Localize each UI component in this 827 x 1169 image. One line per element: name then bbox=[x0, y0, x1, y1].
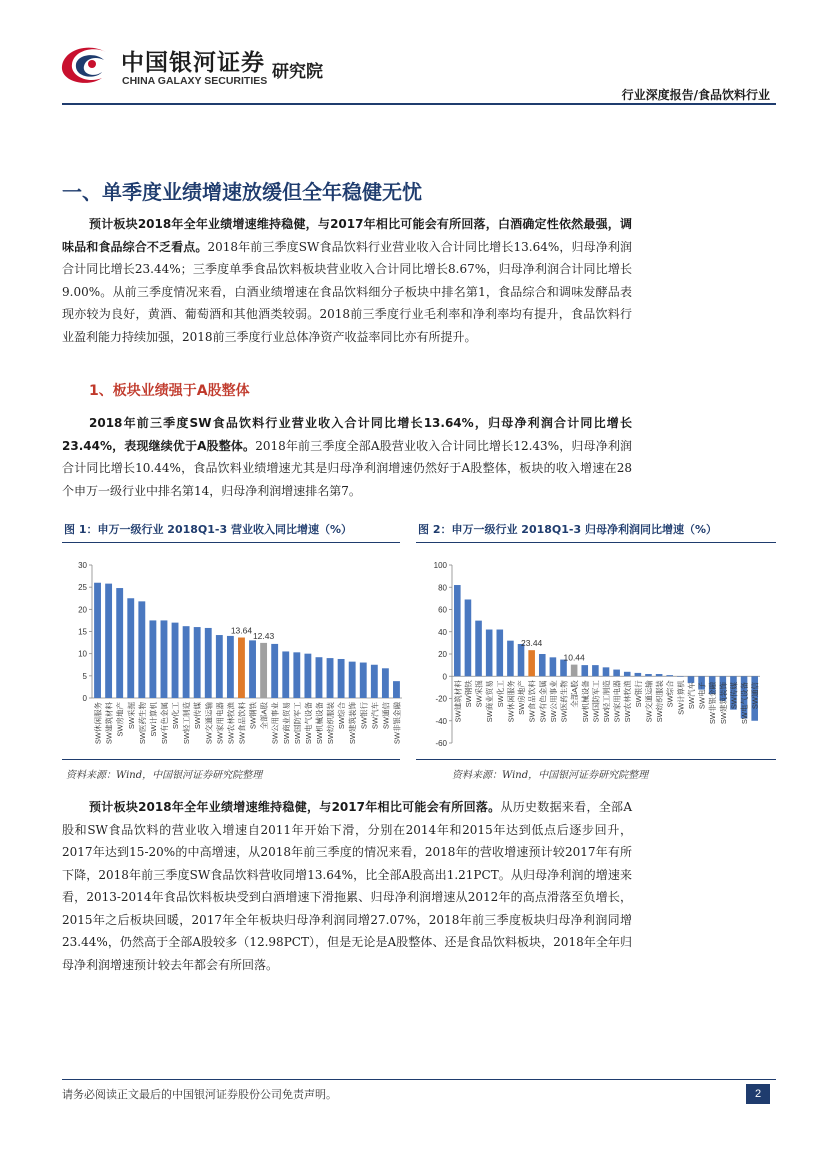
x-tick-label: SW交通运输 bbox=[204, 702, 214, 745]
y-tick-label: -60 bbox=[435, 739, 447, 748]
y-tick-label: 10 bbox=[78, 649, 87, 659]
x-tick-label: SW综合 bbox=[665, 680, 675, 708]
x-tick-label: SW公用事业 bbox=[548, 680, 558, 723]
report-type: 行业深度报告/食品饮料行业 bbox=[621, 88, 770, 102]
x-tick-label: SW公用事业 bbox=[270, 702, 280, 745]
bar-SW通信 bbox=[382, 668, 389, 698]
x-tick-label: SW银行 bbox=[359, 702, 369, 730]
brand-name-en: CHINA GALAXY SECURITIES bbox=[122, 75, 268, 87]
subsection-heading: 1、板块业绩强于A股整体 bbox=[89, 383, 250, 399]
x-tick-label: SW钢铁 bbox=[463, 680, 473, 708]
x-tick-label: SW计算机 bbox=[148, 702, 158, 737]
x-tick-label: SW国防军工 bbox=[292, 702, 302, 745]
bar-SW交通运输 bbox=[205, 628, 212, 698]
x-tick-label: SW医药生物 bbox=[137, 702, 147, 745]
data-label: 10.44 bbox=[563, 652, 585, 663]
x-tick-label: SW建筑材料 bbox=[453, 680, 463, 723]
bar-SW轻工制造 bbox=[183, 626, 190, 698]
y-tick-label: 40 bbox=[438, 627, 447, 637]
paragraph-1-lead: 预计板块2018年全年业绩增速维持稳健，与2017年相比可能会有所回落，白酒确定性依然最强，调味品和食品综合不乏看点。 bbox=[62, 217, 632, 254]
bar-SW机械设备 bbox=[316, 657, 323, 698]
figure-2-top-rule bbox=[416, 542, 776, 543]
bar-SW商业贸易 bbox=[282, 651, 289, 698]
y-tick-label: -20 bbox=[435, 694, 447, 704]
bar-SW钢铁 bbox=[249, 640, 256, 698]
bar-SW家用电器 bbox=[613, 670, 620, 677]
bar-SW公用事业 bbox=[550, 657, 557, 676]
x-tick-label: SW农林牧渔 bbox=[623, 680, 633, 723]
brand-name-cn: 中国银河证券 bbox=[121, 50, 265, 76]
bar-SW综合 bbox=[338, 659, 345, 698]
x-tick-label: SW建筑装饰 bbox=[718, 682, 728, 725]
y-tick-label: 20 bbox=[438, 650, 447, 659]
header-divider bbox=[62, 103, 776, 105]
bar-SW采掘 bbox=[127, 598, 134, 698]
bar-SW食品饮料 bbox=[528, 650, 535, 676]
x-tick-label: SW医药生物 bbox=[559, 680, 569, 723]
x-tick-label: SW电子 bbox=[697, 682, 707, 710]
x-tick-label: 全部A股 bbox=[570, 680, 580, 708]
bar-SW非银金融 bbox=[393, 681, 400, 698]
x-tick-label: SW纺织服装 bbox=[655, 680, 665, 723]
bar-SW纺织服装 bbox=[656, 674, 663, 676]
x-tick-label: SW采掘 bbox=[474, 680, 484, 708]
figure-1-chart bbox=[62, 548, 402, 758]
x-tick-label: SW房地产 bbox=[115, 702, 125, 737]
bar-SW休闲服务 bbox=[507, 641, 514, 677]
bar-SW有色金属 bbox=[161, 620, 168, 698]
x-tick-label: SW电气设备 bbox=[303, 702, 313, 745]
x-tick-label: SW轻工制造 bbox=[182, 702, 192, 745]
y-tick-label: 80 bbox=[438, 583, 447, 593]
x-tick-label: SW建筑材料 bbox=[104, 702, 114, 745]
x-tick-label: SW国防军工 bbox=[591, 680, 601, 723]
bar-SW医药生物 bbox=[138, 601, 145, 698]
x-tick-label: SW商业贸易 bbox=[485, 680, 495, 723]
x-tick-label: SW建筑装饰 bbox=[348, 702, 358, 745]
x-tick-label: SW钢铁 bbox=[248, 702, 258, 730]
y-tick-label: 15 bbox=[78, 627, 87, 637]
x-tick-label: SW商业贸易 bbox=[281, 702, 291, 745]
bar-SW有色金属 bbox=[539, 654, 546, 676]
bar-SW建筑材料 bbox=[105, 584, 112, 698]
y-tick-label: 100 bbox=[433, 561, 447, 570]
paragraph-1-body: 2018年前三季度SW食品饮料行业营业收入合计同比增长13.64%，归母净利润合计同比增长23.44%；三季度单季食品饮料板块营业收入合计同比增长8.67%，归母净利润合计同比增长9.00%。从前三季度情况来看，白酒业绩增速在食品饮料细分子板块中排名第1，食品综合和调味发酵品表现亦较为良好，黄酒、葡萄酒和其他酒类较弱。2018前三季度行业毛利率和净利率均有提升，食品饮料行业盈利能力持续加强，2018前三季度行业总体净资产收益率同比亦有所提升。 bbox=[62, 239, 632, 344]
bar-SW商业贸易 bbox=[486, 630, 493, 677]
figure-1-source: 资料来源：Wind，中国银河证券研究院整理 bbox=[66, 770, 263, 781]
x-tick-label: SW机械设备 bbox=[314, 702, 324, 745]
paragraph-3-lead: 预计板块2018年全年业绩增速维持稳健，与2017年相比可能会有所回落。 bbox=[89, 800, 501, 814]
y-tick-label: 5 bbox=[82, 671, 87, 681]
x-tick-label: SW传媒 bbox=[193, 702, 203, 730]
figure-2-chart bbox=[416, 548, 776, 758]
x-tick-label: SW化工 bbox=[171, 702, 181, 730]
bar-SW化工 bbox=[497, 630, 504, 677]
paragraph-3 bbox=[62, 796, 632, 976]
data-label: 12.43 bbox=[252, 630, 275, 641]
bar-SW家用电器 bbox=[216, 635, 223, 698]
bar-SW采掘 bbox=[475, 621, 482, 677]
figure-2-title: 图 2：申万一级行业 2018Q1-3 归母净利润同比增速（%） bbox=[418, 523, 718, 536]
x-tick-label: SW综合 bbox=[337, 702, 347, 730]
paragraph-1 bbox=[62, 213, 632, 348]
x-tick-label: SW休闲服务 bbox=[93, 702, 103, 745]
x-tick-label: SW交通运输 bbox=[644, 680, 654, 723]
bar-SW食品饮料 bbox=[238, 638, 245, 698]
bar-SW汽车 bbox=[688, 676, 695, 683]
bar-SW机械设备 bbox=[581, 665, 588, 676]
x-tick-label: SW采掘 bbox=[126, 702, 136, 730]
x-tick-label: SW计算机 bbox=[676, 680, 686, 715]
paragraph-2-body: 2018年前三季度全部A股营业收入合计同比增长12.43%，归母净利润合计同比增长10.44%，食品饮料业绩增速尤其是归母净利润增速仍然好于A股整体，板块的收入增速在28个申万一级行业中排名第14，归母净利润增速排名第7。 bbox=[62, 438, 632, 498]
bar-SW公用事业 bbox=[271, 644, 278, 698]
bar-SW休闲服务 bbox=[94, 583, 101, 698]
bar-SW房地产 bbox=[116, 588, 123, 698]
bar-SW计算机 bbox=[677, 676, 684, 677]
bar-SW银行 bbox=[635, 673, 642, 676]
x-tick-label: SW有色金属 bbox=[538, 680, 548, 723]
x-tick-label: SW传媒 bbox=[729, 682, 739, 710]
y-tick-label: 0 bbox=[442, 672, 447, 682]
bar-SW汽车 bbox=[371, 665, 378, 698]
bar-SW纺织服装 bbox=[327, 658, 334, 698]
x-tick-label: 全部A股 bbox=[259, 702, 269, 730]
bar-SW银行 bbox=[360, 663, 367, 698]
bar-SW交通运输 bbox=[645, 674, 652, 676]
x-tick-label: SW汽车 bbox=[370, 702, 380, 730]
figure-1-top-rule bbox=[62, 542, 400, 543]
x-tick-label: SW汽车 bbox=[686, 682, 696, 710]
bar-SW计算机 bbox=[149, 620, 156, 698]
page-number: 2 bbox=[746, 1084, 770, 1104]
y-tick-label: 20 bbox=[78, 605, 87, 615]
x-tick-label: SW通信 bbox=[750, 682, 760, 710]
bar-SW国防军工 bbox=[592, 665, 599, 676]
paragraph-3-body: 从历史数据来看，全部A股和SW食品饮料的营业收入增速自2011年开始下滑，分别在2014年和2015年达到低点后逐步回升，2017年达到15-20%的中高增速，从2018年前三季度的情况来看，2018年的营收增速预计较2017年有所下降，2018年前三季度SW食品饮料营收同增13.64%，比全部A股高出1.21PCT。从归母净利润的增速来看，2013-2014年食品饮料板块受到白酒增速下滑拖累、归母净利润增速从2012年的高点滑落至负增长，2015年之后板块回暖，2017年全年板块归母净利润同增27.07%，2018年前三季度板块归母净利润同增23.44%，仍然高于全部A股较多（12.98PCT），但是无论是A股整体、还是食品饮料板块，2018年全年归母净利润增速预计较去年都会有所回落。 bbox=[62, 800, 632, 972]
figure-1-title: 图 1：申万一级行业 2018Q1-3 营业收入同比增速（%） bbox=[64, 523, 353, 536]
bar-SW化工 bbox=[172, 623, 179, 698]
footer-divider bbox=[62, 1079, 776, 1080]
x-tick-label: SW化工 bbox=[495, 680, 505, 708]
bar-SW国防军工 bbox=[293, 652, 300, 698]
x-tick-label: SW食品饮料 bbox=[527, 680, 537, 723]
galaxy-logo-icon bbox=[58, 40, 114, 88]
x-tick-label: SW非银金融 bbox=[392, 702, 402, 745]
bar-SW房地产 bbox=[518, 644, 525, 676]
x-tick-label: SW机械设备 bbox=[580, 680, 590, 723]
bar-SW传媒 bbox=[194, 627, 201, 698]
data-label: 23.44 bbox=[521, 638, 543, 649]
paragraph-2 bbox=[62, 412, 632, 502]
bar-SW农林牧渔 bbox=[227, 636, 234, 698]
y-tick-label: 25 bbox=[78, 583, 87, 593]
x-tick-label: SW休闲服务 bbox=[506, 680, 516, 723]
bar-SW农林牧渔 bbox=[624, 672, 631, 676]
x-tick-label: SW农林牧渔 bbox=[226, 702, 236, 745]
footer-disclaimer: 请务必阅读正文最后的中国银河证券股份公司免责声明。 bbox=[62, 1088, 337, 1101]
bar-SW建筑材料 bbox=[454, 585, 461, 676]
x-tick-label: SW非银金融 bbox=[708, 682, 718, 725]
x-tick-label: SW有色金属 bbox=[159, 702, 169, 745]
paragraph-2-lead: 2018年前三季度SW食品饮料行业营业收入合计同比增长13.64%，归母净利润合计同比增长23.44%，表现继续优于A股整体。 bbox=[62, 416, 632, 453]
bar-SW钢铁 bbox=[465, 599, 472, 676]
x-tick-label: SW电气设备 bbox=[740, 682, 750, 725]
y-tick-label: 0 bbox=[82, 694, 87, 703]
data-label: 13.64 bbox=[230, 625, 253, 636]
bar-SW轻工制造 bbox=[603, 667, 610, 676]
bar-SW电气设备 bbox=[304, 654, 311, 698]
y-tick-label: 30 bbox=[78, 561, 87, 570]
x-tick-label: SW家用电器 bbox=[215, 702, 225, 745]
bar-全部A股 bbox=[571, 665, 578, 677]
x-tick-label: SW通信 bbox=[381, 702, 391, 730]
figure-2-source: 资料来源：Wind，中国银河证券研究院整理 bbox=[452, 770, 649, 781]
y-tick-label: 60 bbox=[438, 605, 447, 615]
bar-全部A股 bbox=[260, 643, 267, 698]
x-tick-label: SW银行 bbox=[633, 680, 643, 708]
x-tick-label: SW家用电器 bbox=[612, 680, 622, 723]
x-tick-label: SW房地产 bbox=[517, 680, 527, 715]
figure-2-bottom-rule bbox=[416, 759, 776, 760]
bar-SW建筑装饰 bbox=[349, 662, 356, 698]
x-tick-label: SW轻工制造 bbox=[602, 680, 611, 723]
x-tick-label: SW纺织服装 bbox=[326, 702, 336, 745]
x-tick-label: SW食品饮料 bbox=[237, 702, 247, 745]
section-heading: 一、单季度业绩增速放缓但全年稳健无忧 bbox=[62, 180, 422, 204]
figure-1-bottom-rule bbox=[62, 759, 400, 760]
y-tick-label: -40 bbox=[435, 716, 447, 726]
brand-subtitle: 研究院 bbox=[272, 62, 323, 82]
bar-SW综合 bbox=[666, 675, 673, 676]
